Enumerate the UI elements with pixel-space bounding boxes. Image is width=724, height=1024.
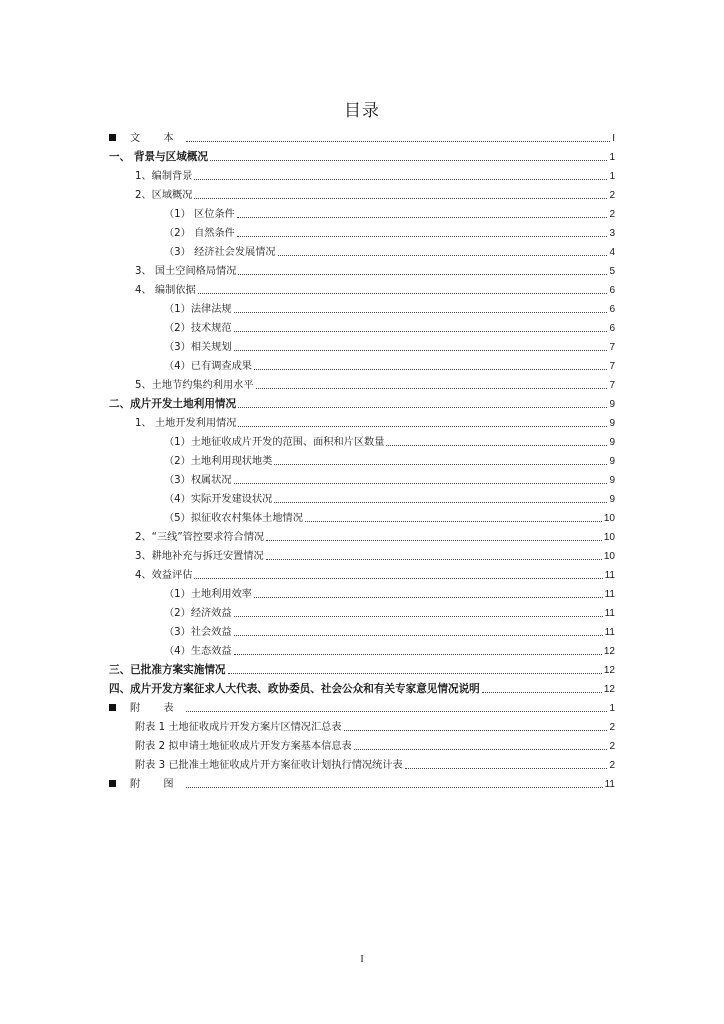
leader-dots [234,311,608,313]
leader-dots [186,710,608,712]
toc-entry[interactable] [109,620,615,639]
leader-dots [210,159,607,161]
leader-dots [386,444,607,446]
leader-dots [194,577,602,579]
leader-dots [266,558,602,560]
toc-entry-page: 9 [609,399,615,410]
toc-entry-page: 9 [609,418,615,429]
toc-entry-page: 6 [609,304,615,315]
leader-dots [198,292,608,294]
leader-dots [234,482,608,484]
leader-dots [254,368,607,370]
toc-entry-label: 附表 2 拟申请土地征收成片开发方案基本信息表 [135,741,352,752]
table-of-contents [109,126,615,791]
toc-entry[interactable] [109,468,615,487]
toc-entry-page: 9 [609,494,615,505]
toc-entry[interactable] [109,202,615,221]
leader-dots [238,425,607,427]
toc-entry-page: 2 [609,209,615,220]
toc-entry-label: 5、土地节约集约利用水平 [135,380,254,391]
toc-entry[interactable] [109,316,615,335]
toc-entry[interactable] [109,506,615,525]
toc-entry-label: 1、 土地开发利用情况 [135,418,237,429]
toc-entry-label: （2）土地利用现状地类 [164,456,273,467]
toc-entry-label: 附表 3 已批准土地征收成片开方案征收计划执行情况统计表 [135,760,403,771]
toc-entry-label: （4）实际开发建设状况 [164,494,273,505]
toc-entry-page: 1 [609,703,615,714]
toc-entry[interactable] [109,563,615,582]
toc-entry-label: （2）技术规范 [164,323,232,334]
toc-entry-label: （4）生态效益 [164,646,232,657]
leader-dots [234,634,603,636]
toc-entry-label: 附 图 [130,779,184,790]
toc-entry-label: （2） 自然条件 [164,228,235,239]
toc-entry[interactable] [109,582,615,601]
toc-entry-page: 10 [603,513,615,524]
toc-entry-page: 2 [609,741,615,752]
toc-entry-page: 7 [609,361,615,372]
toc-entry-page: 12 [603,646,615,657]
toc-entry[interactable] [109,221,615,240]
toc-entry-page: 7 [609,342,615,353]
toc-entry[interactable] [109,278,615,297]
toc-entry[interactable] [109,715,615,734]
toc-entry-appendix-tables[interactable] [109,696,615,715]
toc-entry-label: 三、已批准方案实施情况 [109,664,226,676]
toc-entry-label: （5）拟征收农村集体土地情况 [164,513,303,524]
leader-dots [234,653,602,655]
toc-entry[interactable] [109,240,615,259]
toc-entry[interactable] [109,734,615,753]
toc-entry-label: （3） 经济社会发展情况 [164,247,276,258]
toc-entry-label: 附表 1 土地征收成片开发方案片区情况汇总表 [135,722,342,733]
toc-entry-label: 文 本 [130,133,184,144]
toc-entry[interactable] [109,354,615,373]
toc-entry-label: （3）权属状况 [164,475,232,486]
toc-entry-page: 4 [609,247,615,258]
leader-dots [238,273,607,275]
toc-entry[interactable] [109,487,615,506]
page-number-footer: I [360,954,364,965]
toc-entry-text-section[interactable] [109,126,615,145]
leader-dots [194,197,607,199]
toc-entry-label: 附 表 [130,703,184,714]
toc-entry[interactable] [109,183,615,202]
toc-entry[interactable] [109,449,615,468]
toc-entry-label: （1） 区位条件 [164,209,235,220]
toc-entry-label: （3）相关规划 [164,342,232,353]
toc-entry-page: 12 [603,665,615,676]
toc-entry-page: 11 [604,608,615,619]
leader-dots [354,748,608,750]
leader-dots [234,330,608,332]
toc-entry[interactable] [109,373,615,392]
leader-dots [234,615,603,617]
toc-entry-page: I [612,133,615,144]
toc-entry[interactable] [109,259,615,278]
toc-entry-label: （1）土地征收成片开发的范围、面积和片区数量 [164,437,385,448]
toc-entry-label: （1）法律法规 [164,304,232,315]
leader-dots [237,235,608,237]
toc-entry-label: 3、 国土空间格局情况 [135,266,237,277]
toc-entry-page: 6 [609,285,615,296]
leader-dots [186,140,611,142]
toc-entry-page: 12 [603,684,615,695]
toc-entry-chapter-3[interactable] [109,658,615,677]
square-bullet-icon [109,780,116,787]
toc-entry-label: 1、编制背景 [135,171,193,182]
toc-entry-page: 2 [609,722,615,733]
toc-entry[interactable] [109,753,615,772]
leader-dots [238,406,607,408]
toc-entry-page: 1 [609,171,615,182]
toc-entry-page: 3 [609,228,615,239]
leader-dots [482,691,602,693]
toc-entry[interactable] [109,411,615,430]
leader-dots [405,767,608,769]
toc-entry[interactable] [109,639,615,658]
leader-dots [256,387,608,389]
toc-entry[interactable] [109,544,615,563]
toc-entry-page: 11 [604,627,615,638]
toc-entry-page: 7 [609,380,615,391]
square-bullet-icon [109,704,116,711]
leader-dots [278,254,608,256]
toc-entry-page: 6 [609,323,615,334]
toc-entry-page: 11 [604,779,615,790]
toc-entry-page: 1 [609,152,615,163]
toc-entry-page: 9 [609,456,615,467]
toc-entry-label: （1）土地利用效率 [164,589,252,600]
toc-entry-chapter-2[interactable] [109,392,615,411]
toc-entry-label: （4）已有调查成果 [164,361,252,372]
square-bullet-icon [109,134,116,141]
toc-entry-label: 2、“三线”管控要求符合情况 [135,532,265,543]
page-title: 目录 [344,101,380,121]
toc-entry[interactable] [109,430,615,449]
toc-entry-label: 一、 背景与区域概况 [109,151,209,163]
leader-dots [194,178,607,180]
toc-entry[interactable] [109,335,615,354]
toc-entry-label: （3）社会效益 [164,627,232,638]
toc-entry-page: 11 [604,570,615,581]
toc-entry-page: 11 [604,589,615,600]
toc-entry-page: 9 [609,437,615,448]
leader-dots [274,501,607,503]
toc-entry-page: 10 [603,532,615,543]
toc-entry-page: 2 [609,760,615,771]
leader-dots [254,596,603,598]
leader-dots [186,786,603,788]
toc-entry[interactable] [109,297,615,316]
toc-entry-appendix-figures[interactable] [109,772,615,791]
leader-dots [266,539,602,541]
toc-entry-label: 二、成片开发土地利用情况 [109,398,237,410]
toc-entry-page: 10 [603,551,615,562]
toc-entry-page: 5 [609,266,615,277]
toc-entry-page: 2 [609,190,615,201]
toc-entry-label: 3、耕地补充与拆迁安置情况 [135,551,264,562]
leader-dots [344,729,608,731]
toc-entry-chapter-1[interactable] [109,145,615,164]
leader-dots [228,672,602,674]
toc-entry-chapter-4[interactable] [109,677,615,696]
leader-dots [237,216,608,218]
toc-entry[interactable] [109,525,615,544]
toc-entry-page: 9 [609,475,615,486]
toc-entry-label: 四、成片开发方案征求人大代表、政协委员、社会公众和有关专家意见情况说明 [109,683,480,695]
leader-dots [234,349,608,351]
leader-dots [305,520,602,522]
toc-entry-label: 2、区域概况 [135,190,193,201]
toc-entry-label: 4、效益评估 [135,570,193,581]
toc-entry[interactable] [109,164,615,183]
toc-entry-label: （2）经济效益 [164,608,232,619]
toc-entry[interactable] [109,601,615,620]
toc-entry-label: 4、 编制依据 [135,285,196,296]
leader-dots [274,463,607,465]
